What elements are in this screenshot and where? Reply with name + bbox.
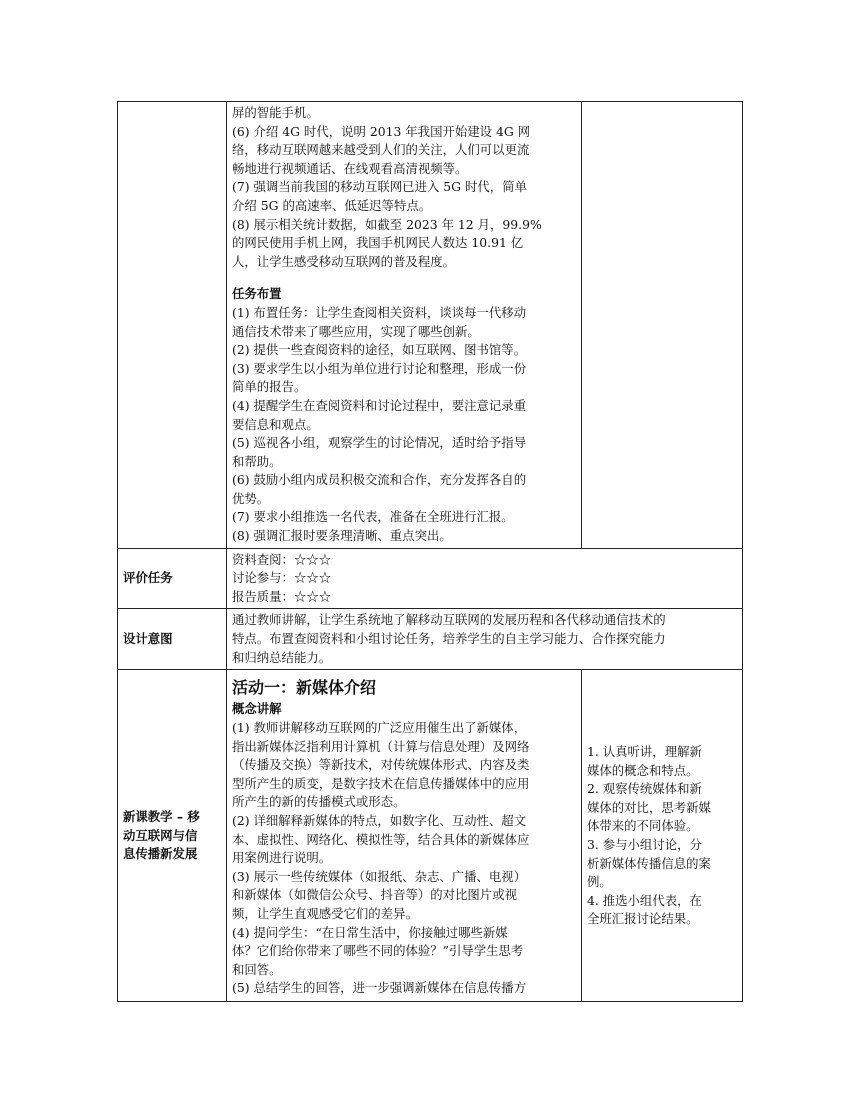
text-line: 指出新媒体泛指利用计算机（计算与信息处理）及网络 bbox=[232, 738, 530, 754]
design-intent-cell bbox=[227, 609, 743, 670]
table-row-new-lesson bbox=[118, 670, 743, 1002]
text-line: (1) 布置任务：让学生查阅相关资料，谈谈每一代移动 bbox=[232, 304, 527, 320]
text-line: 用案例进行说明。 bbox=[232, 850, 332, 866]
text-line: 通过教师讲解，让学生系统地了解移动互联网的发展历程和各代移动通信技术的 bbox=[232, 612, 666, 628]
text-line: 本、虚拟性、网络化、模拟性等，结合具体的新媒体应 bbox=[232, 831, 530, 847]
new-lesson-label bbox=[118, 670, 227, 1002]
concept-heading: 概念讲解 bbox=[232, 701, 282, 717]
text-line: 3. 参与小组讨论，分 bbox=[587, 836, 702, 852]
table-row-evaluation bbox=[118, 548, 743, 609]
label-cell-empty bbox=[118, 102, 227, 549]
text-line: 资料查阅：☆☆☆ bbox=[232, 551, 332, 567]
text-line: 体带来的不同体验。 bbox=[587, 818, 699, 834]
text-line: 要信息和观点。 bbox=[232, 416, 319, 432]
text-line: 络，移动互联网越来越受到人们的关注，人们可以更流 bbox=[232, 142, 530, 158]
text-line: 体？它们给你带来了哪些不同的体验？”引导学生思考 bbox=[232, 943, 524, 959]
evaluation-label: 评价任务 bbox=[118, 548, 227, 609]
text-line: (7) 要求小组推选一名代表，准备在全班进行汇报。 bbox=[232, 509, 514, 525]
task-heading: 任务布置 bbox=[232, 286, 282, 302]
text-line: (3) 展示一些传统媒体（如报纸、杂志、广播、电视） bbox=[232, 868, 527, 884]
text-line: （传播及交换）等新技术，对传统媒体形式、内容及类 bbox=[232, 757, 530, 773]
text-line: 频，让学生直观感受它们的差异。 bbox=[232, 905, 418, 921]
text-line: 简单的报告。 bbox=[232, 379, 307, 395]
activity-title: 活动一：新媒体介绍 bbox=[232, 678, 377, 698]
text-line: 析新媒体传播信息的案 bbox=[587, 855, 711, 871]
label-line: 新课教学 – 移 bbox=[123, 809, 200, 825]
teacher-activity-cell bbox=[227, 102, 582, 549]
text-line: 媒体的概念和特点。 bbox=[587, 762, 699, 778]
student-activity-cell-empty bbox=[582, 102, 743, 549]
text-line: 和回答。 bbox=[232, 961, 282, 977]
text-line: 屏的智能手机。 bbox=[232, 105, 319, 120]
new-lesson-student-cell bbox=[582, 670, 743, 1002]
text-line: 媒体的对比，思考新媒 bbox=[587, 799, 711, 815]
text-line: (7) 强调当前我国的移动互联网已进入 5G 时代，简单 bbox=[232, 179, 527, 195]
text-line: (1) 教师讲解移动互联网的广泛应用催生出了新媒体， bbox=[232, 720, 527, 736]
text-line: (8) 强调汇报时要条理清晰、重点突出。 bbox=[232, 528, 452, 544]
table-row-teaching-continued bbox=[118, 102, 743, 549]
text-line: 人，让学生感受移动互联网的普及程度。 bbox=[232, 253, 456, 269]
text-line: 特点。布置查阅资料和小组讨论任务，培养学生的自主学习能力、合作探究能力 bbox=[232, 631, 666, 647]
text-line: (5) 巡视各小组，观察学生的讨论情况，适时给予指导 bbox=[232, 435, 527, 451]
text-line: 和归纳总结能力。 bbox=[232, 649, 332, 665]
text-line: 2. 观察传统媒体和新 bbox=[587, 781, 702, 797]
text-line: (5) 总结学生的回答，进一步强调新媒体在信息传播方 bbox=[232, 980, 527, 996]
text-line: 报告质量：☆☆☆ bbox=[232, 588, 332, 604]
text-line: (8) 展示相关统计数据，如截至 2023 年 12 月，99.9% bbox=[232, 216, 542, 232]
text-line: (4) 提醒学生在查阅资料和讨论过程中，要注意记录重 bbox=[232, 397, 527, 413]
text-line: 和帮助。 bbox=[232, 453, 282, 469]
text-line: 通信技术带来了哪些应用，实现了哪些创新。 bbox=[232, 323, 480, 339]
design-intent-label: 设计意图 bbox=[118, 609, 227, 670]
text-line: (4) 提问学生：“在日常生活中，你接触过哪些新媒 bbox=[232, 924, 508, 940]
text-line: (6) 介绍 4G 时代，说明 2013 年我国开始建设 4G 网 bbox=[232, 123, 531, 139]
evaluation-cell bbox=[227, 548, 743, 609]
table-row-design-intent bbox=[118, 609, 743, 670]
text-line: 畅地进行视频通话、在线观看高清视频等。 bbox=[232, 160, 468, 176]
text-line: 优势。 bbox=[232, 490, 270, 506]
label-line: 息传播新发展 bbox=[123, 846, 198, 862]
text-line: (3) 要求学生以小组为单位进行讨论和整理，形成一份 bbox=[232, 360, 527, 376]
text-line: (2) 提供一些查阅资料的途径，如互联网、图书馆等。 bbox=[232, 342, 527, 358]
text-line: (6) 鼓励小组内成员积极交流和合作，充分发挥各自的 bbox=[232, 472, 527, 488]
text-line: 4. 推选小组代表，在 bbox=[587, 892, 702, 908]
lesson-plan-table bbox=[117, 101, 743, 1002]
text-line: (2) 详细解释新媒体的特点，如数字化、互动性、超文 bbox=[232, 813, 527, 828]
new-lesson-teacher-cell bbox=[227, 670, 582, 1002]
text-line: 1. 认真听讲，理解新 bbox=[587, 743, 702, 759]
text-line: 讨论参与：☆☆☆ bbox=[232, 570, 332, 586]
text-line: 的网民使用手机上网，我国手机网民人数达 10.91 亿 bbox=[232, 235, 524, 251]
text-line: 型所产生的质变，是数字技术在信息传播媒体中的应用 bbox=[232, 775, 530, 791]
text-line: 和新媒体（如微信公众号、抖音等）的对比图片或视 bbox=[232, 887, 517, 903]
text-line: 介绍 5G 的高速率、低延迟等特点。 bbox=[232, 197, 432, 213]
text-line: 所产生的新的传播模式或形态。 bbox=[232, 794, 406, 810]
label-line: 动互联网与信 bbox=[123, 827, 198, 843]
text-line: 例。 bbox=[587, 874, 612, 890]
text-line: 全班汇报讨论结果。 bbox=[587, 911, 699, 927]
